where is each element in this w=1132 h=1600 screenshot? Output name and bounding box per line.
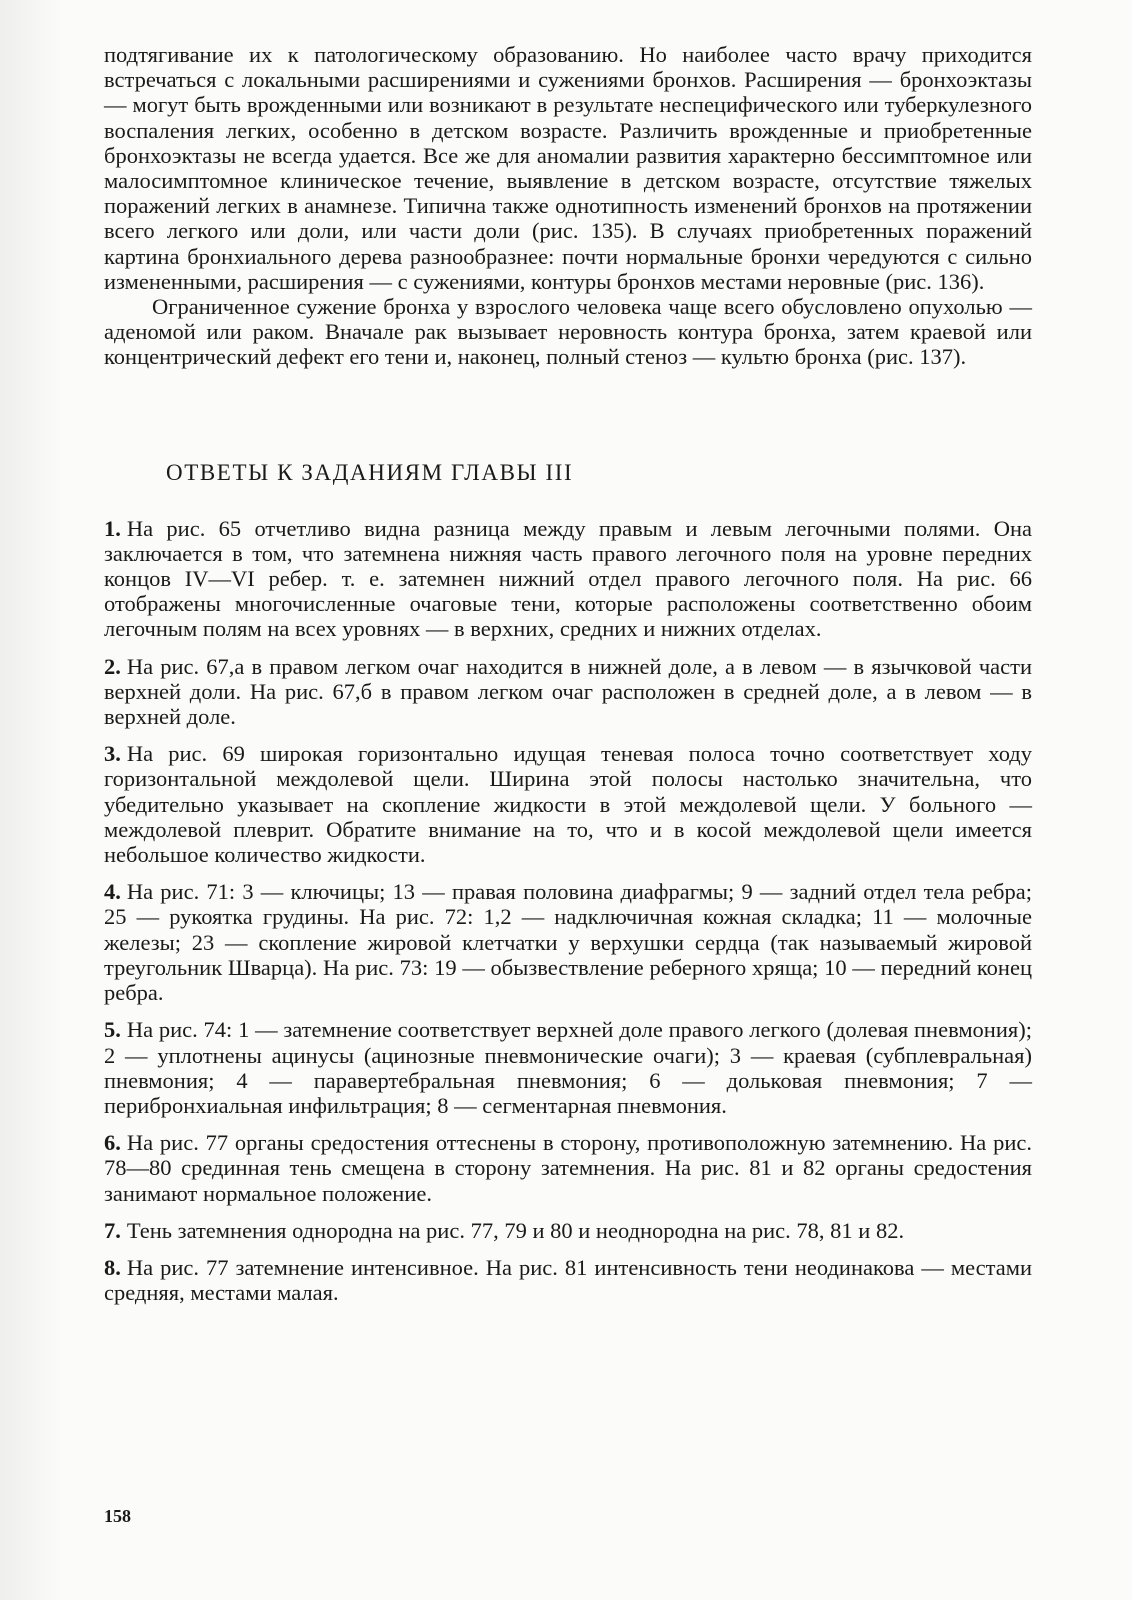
answer-number: 6. <box>104 1130 121 1156</box>
answer-number: 3. <box>104 741 121 767</box>
page-edge-shadow <box>0 0 64 1600</box>
answer-text: На рис. 77 затемнение интенсивное. На рис. 81 интенсивность тени неодинакова — местами средняя, местами малая. <box>104 1254 1032 1306</box>
answer-number: 4. <box>104 879 121 905</box>
answer-text: На рис. 65 отчетливо видна разница между правым и левым легочными полями. Она заключается в том, что затемнена нижняя часть правого легочного поля на уровне передних концов IV—VI ребер. т. е. затемнен нижний отдел правого легочного поля. На рис. 66 отображены многочисленные очаговые тени, которые расположены соответственно обоим легочным полям на всех уровнях — в верхних, средних и нижних отделах. <box>104 515 1032 642</box>
answers-list <box>104 516 1032 1306</box>
answer-text: На рис. 71: 3 — ключицы; 13 — правая половина диафрагмы; 9 — задний отдел тела ребра; 25 — рукоятка грудины. На рис. 72: 1,2 — надключичная кожная складка; 11 — молочные железы; 23 — скопление жировой клетчатки у верхушки сердца (так называемый жировой треугольник Шварца). На рис. 73: 19 — обызвествление реберного хряща; 10 — передний конец ребра. <box>104 879 1032 1006</box>
answer-number: 2. <box>104 653 121 679</box>
answer-item <box>104 1130 1032 1206</box>
answer-item <box>104 1255 1032 1305</box>
answer-item <box>104 879 1032 1005</box>
intro-paragraph-2: Ограниченное сужение бронха у взрослого человека чаще всего обусловлено опухолью — аденомой или раком. Вначале рак вызывает неровность контура бронха, затем краевой или концентрический дефект его тени и, наконец, полный стеноз — культю бронха (рис. 137). <box>104 294 1032 370</box>
answer-text: На рис. 67,а в правом легком очаг находится в нижней доле, а в левом — в язычковой части верхней доли. На рис. 67,б в правом легком очаг расположен в средней доле, а в левом — в верхней доле. <box>104 653 1032 730</box>
answer-item <box>104 1017 1032 1118</box>
answer-text: На рис. 69 широкая горизонтально идущая теневая полоса точно соответствует ходу горизонтальной междолевой щели. Ширина этой полосы настолько значительна, что убедительно указывает на скопление жидкости в этой междолевой щели. У больного — междолевой плеврит. Обратите внимание на то, что и в косой междолевой щели имеется небольшое количество жидкости. <box>104 741 1032 868</box>
section-heading: ОТВЕТЫ К ЗАДАНИЯМ ГЛАВЫ III <box>166 459 574 485</box>
answer-item <box>104 516 1032 642</box>
answer-number: 8. <box>104 1254 121 1280</box>
answer-number: 7. <box>104 1217 121 1243</box>
page-number: 158 <box>104 1506 131 1526</box>
answer-text: На рис. 77 органы средостения оттеснены в сторону, противоположную затемнению. На рис. 78—80 срединная тень смещена в сторону затемнения. На рис. 81 и 82 органы средостения занимают нормальное положение. <box>104 1130 1032 1206</box>
answer-item <box>104 654 1032 730</box>
answer-text: Тень затемнения однородна на рис. 77, 79 и 80 и неоднородна на рис. 78, 81 и 82. <box>126 1217 905 1243</box>
answer-item <box>104 1218 1032 1243</box>
answer-text: На рис. 74: 1 — затемнение соответствует верхней доле правого легкого (долевая пневмония); 2 — уплотнены ацинусы (ацинозные пневмонические очаги); 3 — краевая (субплевральная) пневмония; 4 — паравертебральная пневмония; 6 — дольковая пневмония; 7 — перибронхиальная инфильтрация; 8 — сегментарная пневмония. <box>104 1017 1032 1118</box>
answer-number: 1. <box>104 515 121 541</box>
intro-paragraph-1: подтягивание их к патологическому образованию. Но наиболее часто врачу приходится встречаться с локальными расширениями и сужениями бронхов. Расширения — бронхоэктазы — могут быть врожденными или возникают в результате неспецифического или туберкулезного воспаления легких, особенно в детском возрасте. Различить врожденные и приобретенные бронхоэктазы не всегда удается. Все же для аномалии развития характерно бессимптомное или малосимптомное клиническое течение, выявление в детском возрасте, отсутствие тяжелых поражений легких в анамнезе. Типична также однотипность изменений бронхов на протяжении всего легкого или доли, или части доли (рис. 135). В случаях приобретенных поражений картина бронхиального дерева разнообразнее: почти нормальные бронхи чередуются с сильно измененными, расширения — с сужениями, контуры бронхов местами неровные (рис. 136). <box>104 42 1032 294</box>
answer-number: 5. <box>104 1017 121 1043</box>
answer-item <box>104 741 1032 867</box>
